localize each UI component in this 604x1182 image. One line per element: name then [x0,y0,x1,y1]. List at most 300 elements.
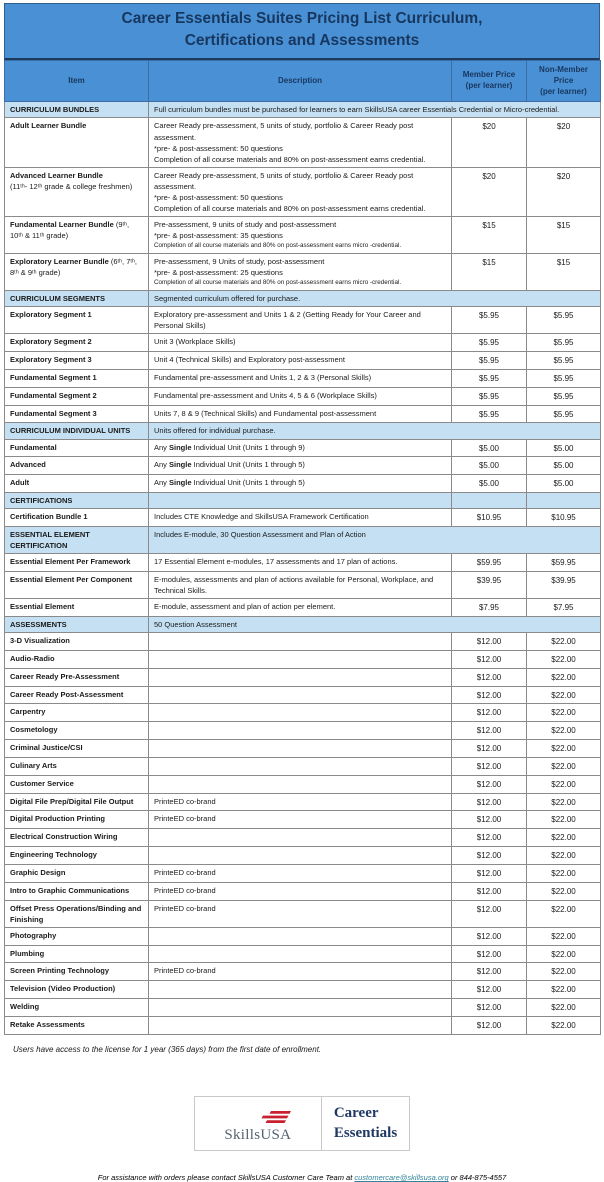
member-price-cell [452,493,527,509]
description-cell [149,981,452,999]
member-price-cell: $12.00 [452,668,527,686]
description-cell [149,793,452,811]
member-price-cell: $5.95 [452,352,527,370]
table-row [5,722,601,740]
table-row [5,668,601,686]
member-price-cell: $12.00 [452,650,527,668]
description-cell [149,291,601,307]
item-label: Retake Assessments [10,1019,85,1029]
description-cell [149,405,452,423]
non-member-price-cell: $15 [527,254,601,291]
item-label: Fundamental Segment 1 [10,372,97,382]
non-member-price-sublabel: (per learner) [540,86,587,96]
description-cell [149,963,452,981]
table-row [5,475,601,493]
description-cell [149,775,452,793]
pricing-table-header [5,60,601,101]
member-price-cell: $12.00 [452,704,527,722]
header-row [5,60,601,101]
item-cell [5,307,149,334]
table-row [5,704,601,722]
description-line: Pre-assessment, 9 Units of study, post-assessment [154,257,325,267]
table-row [5,847,601,865]
description-line: Completion of all course materials and 80% on post-assessment earns credential. [154,204,426,214]
non-member-price-cell: $20 [527,118,601,167]
item-label: Customer Service [10,778,74,788]
description-cell [149,118,452,167]
section-row [5,291,601,307]
non-member-price-cell: $5.95 [527,307,601,334]
table-row [5,775,601,793]
description-cell [149,900,452,927]
description-line: Pre-assessment, 9 units of study and post-assessment [154,220,337,230]
career-essentials-wordmark [322,1097,409,1151]
description-line: *pre- & post-assessment: 50 questions [154,192,283,202]
item-cell [5,999,149,1017]
item-label: Career Ready Post-Assessment [10,689,124,699]
member-price-cell: $5.00 [452,475,527,493]
member-price-cell: $15 [452,254,527,291]
description-line: PrinteED co-brand [154,796,216,806]
item-cell [5,740,149,758]
item-label: Criminal Justice/CSI [10,743,83,753]
description-cell [149,475,452,493]
table-row [5,1016,601,1034]
table-row [5,811,601,829]
non-member-price-cell: $5.00 [527,439,601,457]
non-member-price-cell: $22.00 [527,927,601,945]
item-cell [5,509,149,527]
non-member-price-cell: $22.00 [527,882,601,900]
table-row [5,740,601,758]
non-member-price-cell: $5.95 [527,352,601,370]
non-member-price-cell: $39.95 [527,571,601,598]
member-price-cell: $5.00 [452,457,527,475]
description-line: Career Ready pre-assessment, 5 units of study, portfolio & Career Ready post assessment. [154,170,414,191]
section-row [5,493,601,509]
description-cell [149,633,452,651]
description-line: Career Ready pre-assessment, 5 units of study, portfolio & Career Ready post assessment. [154,121,414,142]
item-cell [5,633,149,651]
item-cell [5,722,149,740]
description-line: Completion of all course materials and 80% on post-assessment earns micro -credential. [154,242,402,250]
section-row [5,102,601,118]
item-cell [5,668,149,686]
table-row [5,963,601,981]
member-price-cell: $12.00 [452,882,527,900]
item-label: Culinary Arts [10,760,57,770]
member-price-cell: $12.00 [452,686,527,704]
table-row [5,882,601,900]
item-label: Fundamental Segment 2 [10,390,97,400]
column-header-item: Item [5,60,149,101]
member-price-cell: $12.00 [452,811,527,829]
description-cell [149,102,601,118]
item-cell [5,704,149,722]
description-cell [149,334,452,352]
table-row [5,945,601,963]
item-cell [5,405,149,423]
member-price-cell: $12.00 [452,829,527,847]
item-label: Fundamental Segment 3 [10,408,97,418]
item-cell [5,811,149,829]
item-label: Certification Bundle 1 [10,512,88,522]
member-price-cell: $7.95 [452,599,527,617]
non-member-price-cell: $5.95 [527,405,601,423]
item-label: Digital Production Printing [10,814,105,824]
item-cell [5,829,149,847]
item-cell [5,775,149,793]
description-cell [149,668,452,686]
description-cell [149,847,452,865]
pricing-table-body [5,102,601,1034]
description-cell [149,571,452,598]
member-price-cell: $12.00 [452,793,527,811]
skillsusa-wordmark: SkillsUSA [224,1126,292,1143]
table-row [5,167,601,216]
table-row [5,686,601,704]
page-title [4,3,600,60]
non-member-price-cell: $22.00 [527,704,601,722]
non-member-price-cell: $5.95 [527,334,601,352]
table-row [5,864,601,882]
description-line: *pre- & post-assessment: 25 questions [154,268,283,278]
description-cell [149,882,452,900]
description-cell [149,650,452,668]
member-price-cell: $12.00 [452,900,527,927]
table-row [5,829,601,847]
description-line: PrinteED co-brand [154,814,216,824]
description-line: Fundamental pre-assessment and Units 4, 5 & 6 (Workplace Skills) [154,390,377,400]
member-price-cell: $59.95 [452,554,527,572]
license-footnote: Users have access to the license for 1 year (365 days) from the first date of enrollment. [13,1044,322,1054]
item-label: CERTIFICATIONS [10,496,73,506]
description-cell [149,704,452,722]
item-label: Digital File Prep/Digital File Output [10,796,134,806]
description-cell [149,945,452,963]
item-label: Graphic Design [10,867,66,877]
description-cell [149,493,452,509]
logo-block [4,1096,600,1152]
description-line: Units 7, 8 & 9 (Technical Skills) and Fundamental post-assessment [154,408,377,418]
table-row [5,757,601,775]
description-cell [149,526,601,553]
member-price-cell: $12.00 [452,847,527,865]
item-label: ASSESSMENTS [10,620,67,629]
item-cell [5,118,149,167]
member-price-cell: $12.00 [452,945,527,963]
column-header-description: Description [149,60,452,101]
item-label: Exploratory Segment 3 [10,355,92,365]
item-cell [5,254,149,291]
description-line: *pre- & post-assessment: 35 questions [154,231,283,241]
non-member-price-cell: $22.00 [527,668,601,686]
item-label: Photography [10,930,57,940]
description-line: Unit 3 (Workplace Skills) [154,337,236,347]
table-row [5,793,601,811]
non-member-price-cell: $22.00 [527,793,601,811]
non-member-price-cell: $22.00 [527,864,601,882]
item-cell [5,291,149,307]
item-label: Adult Learner Bundle [10,121,87,131]
item-label: Exploratory Learner Bundle [10,257,109,267]
skillsusa-flag-icon [251,1111,293,1126]
non-member-price-cell: $22.00 [527,740,601,758]
description-line: Includes CTE Knowledge and SkillsUSA Framework Certification [154,512,369,522]
description-cell [149,927,452,945]
item-sublabel: (11ᵗʰ- 12ᵗʰ grade & college freshmen) [10,181,133,191]
item-label: Advanced [10,460,46,470]
description-line: E-module, assessment and plan of action per element. [154,602,336,612]
item-label: Essential Element Per Component [10,574,133,584]
member-price-cell: $20 [452,118,527,167]
footer-text-after: or 844-875-4557 [448,1173,507,1182]
item-cell [5,493,149,509]
item-cell [5,369,149,387]
description-cell [149,167,452,216]
pricing-table [4,60,601,1035]
item-label: Electrical Construction Wiring [10,832,118,842]
description-line: Completion of all course materials and 80% on post-assessment earns credential. [154,154,426,164]
career-essentials-line1: Career [333,1104,379,1121]
table-row [5,439,601,457]
item-label: CURRICULUM SEGMENTS [10,294,105,304]
member-price-cell: $5.95 [452,405,527,423]
description-cell [149,829,452,847]
item-cell [5,864,149,882]
page-title-line1: Career Essentials Suites Pricing List Curriculum, [121,10,483,27]
item-label: ESSENTIAL ELEMENT CERTIFICATION [10,529,90,551]
item-label: Essential Element Per Framework [10,557,131,567]
member-price-cell: $10.95 [452,509,527,527]
description-line: Any Single Individual Unit (Units 1 through 5) [154,460,305,470]
item-cell [5,793,149,811]
non-member-price-cell: $22.00 [527,945,601,963]
item-cell [5,927,149,945]
description-cell [149,423,601,439]
non-member-price-cell: $22.00 [527,847,601,865]
item-sublabel: (9ᵗʰ, 10ᵗʰ & 11ᵗʰ grade) [10,220,130,241]
table-row [5,217,601,254]
non-member-price-cell: $22.00 [527,829,601,847]
member-price-label: Member Price [462,70,516,80]
non-member-price-label: Non-Member Price [539,64,588,85]
description-cell [149,509,452,527]
description-line: PrinteED co-brand [154,885,216,895]
description-cell [149,864,452,882]
member-price-cell: $5.00 [452,439,527,457]
table-row [5,457,601,475]
description-cell [149,757,452,775]
non-member-price-cell: $22.00 [527,650,601,668]
career-essentials-line2: Essentials [333,1124,398,1141]
table-row [5,352,601,370]
description-line: Full curriculum bundles must be purchased for learners to earn SkillsUSA career Essentials Credential or Micro-credential. [154,105,560,115]
description-line: PrinteED co-brand [154,867,216,877]
description-cell [149,1016,452,1034]
item-cell [5,945,149,963]
table-row [5,900,601,927]
item-cell [5,686,149,704]
item-label: Carpentry [10,707,46,717]
item-label: Adult [10,478,30,488]
item-label: Fundamental Learner Bundle [10,220,114,230]
non-member-price-cell: $22.00 [527,775,601,793]
footer-text-before: For assistance with orders please contact SkillsUSA Customer Care Team at [97,1173,355,1182]
column-header-member-price [452,60,527,101]
item-label: Fundamental [10,442,57,452]
table-row [5,599,601,617]
member-price-cell: $5.95 [452,369,527,387]
member-price-cell: $12.00 [452,740,527,758]
member-price-cell: $12.00 [452,981,527,999]
table-row [5,387,601,405]
non-member-price-cell: $5.95 [527,369,601,387]
item-cell [5,352,149,370]
skillsusa-career-essentials-logo [194,1096,410,1152]
non-member-price-cell: $22.00 [527,900,601,927]
description-line: Any Single Individual Unit (Units 1 through 5) [154,478,305,488]
assistance-footer [4,1173,600,1182]
table-row [5,369,601,387]
table-row [5,118,601,167]
non-member-price-cell: $22.00 [527,963,601,981]
description-cell [149,554,452,572]
table-row [5,554,601,572]
item-cell [5,571,149,598]
member-price-cell: $39.95 [452,571,527,598]
table-row [5,999,601,1017]
description-line: Segmented curriculum offered for purchase. [154,294,301,304]
non-member-price-cell: $7.95 [527,599,601,617]
member-price-cell: $20 [452,167,527,216]
description-line: E-modules, assessments and plan of actions available for Personal, Workplace, and Technical Skills. [154,574,434,596]
description-cell [149,387,452,405]
customer-care-email-link[interactable]: customercare@skillsusa.org [354,1173,449,1182]
description-line: Fundamental pre-assessment and Units 1, 2 & 3 (Personal Skills) [154,372,372,382]
item-label: Exploratory Segment 1 [10,310,92,320]
non-member-price-cell: $22.00 [527,981,601,999]
item-cell [5,167,149,216]
table-row [5,650,601,668]
table-row [5,307,601,334]
non-member-price-cell: $15 [527,217,601,254]
non-member-price-cell: $20 [527,167,601,216]
item-cell [5,217,149,254]
non-member-price-cell: $22.00 [527,757,601,775]
description-line: 50 Question Assessment [154,620,237,629]
description-cell [149,369,452,387]
non-member-price-cell: $22.00 [527,811,601,829]
member-price-cell: $12.00 [452,775,527,793]
item-cell [5,475,149,493]
section-row [5,617,601,633]
description-line: 17 Essential Element e-modules, 17 assessments and 17 plan of actions. [154,557,398,567]
member-price-cell: $12.00 [452,864,527,882]
member-price-cell: $12.00 [452,927,527,945]
table-row [5,334,601,352]
member-price-cell: $12.00 [452,963,527,981]
description-cell [149,811,452,829]
item-label: Exploratory Segment 2 [10,337,92,347]
item-cell [5,334,149,352]
item-cell [5,554,149,572]
table-row [5,509,601,527]
member-price-sublabel: (per learner) [465,81,513,91]
item-label: Offset Press Operations/Binding and Finishing [10,903,142,924]
item-cell [5,981,149,999]
item-cell [5,526,149,553]
item-label: Cosmetology [10,725,58,735]
item-cell [5,963,149,981]
member-price-cell: $12.00 [452,757,527,775]
non-member-price-cell [527,493,601,509]
description-cell [149,740,452,758]
description-cell [149,439,452,457]
description-line: PrinteED co-brand [154,966,216,976]
description-line: PrinteED co-brand [154,903,216,913]
item-cell [5,423,149,439]
member-price-cell: $12.00 [452,1016,527,1034]
item-label: Welding [10,1002,40,1012]
non-member-price-cell: $5.00 [527,475,601,493]
item-cell [5,847,149,865]
description-line: Units offered for individual purchase. [154,426,276,436]
item-cell [5,457,149,475]
non-member-price-cell: $22.00 [527,633,601,651]
non-member-price-cell: $10.95 [527,509,601,527]
member-price-cell: $12.00 [452,633,527,651]
item-label: Audio-Radio [10,653,55,663]
item-label: Screen Printing Technology [10,966,110,976]
description-line: Exploratory pre-assessment and Units 1 & 2 (Getting Ready for Your Career and Personal Skills) [154,310,421,331]
non-member-price-cell: $22.00 [527,722,601,740]
description-cell [149,352,452,370]
item-label: Engineering Technology [10,850,97,860]
description-cell [149,599,452,617]
page-title-line2: Certifications and Assessments [184,32,420,50]
non-member-price-cell: $5.00 [527,457,601,475]
description-cell [149,999,452,1017]
description-line: Completion of all course materials and 80% on post-assessment earns micro -credential. [154,279,402,287]
item-label: CURRICULUM INDIVIDUAL UNITS [10,426,131,436]
item-label: 3-D Visualization [10,636,70,646]
table-row [5,633,601,651]
item-cell [5,650,149,668]
column-header-non-member-price [527,60,601,101]
member-price-cell: $12.00 [452,999,527,1017]
item-cell [5,102,149,118]
table-row [5,254,601,291]
description-cell [149,686,452,704]
item-cell [5,900,149,927]
member-price-cell: $5.95 [452,307,527,334]
item-label: Essential Element [10,602,75,612]
section-row [5,526,601,553]
item-label: Career Ready Pre-Assessment [10,671,120,681]
non-member-price-cell: $22.00 [527,686,601,704]
non-member-price-cell: $5.95 [527,387,601,405]
description-cell [149,307,452,334]
table-row [5,981,601,999]
member-price-cell: $15 [452,217,527,254]
table-row [5,927,601,945]
non-member-price-cell: $22.00 [527,1016,601,1034]
item-cell [5,617,149,633]
skillsusa-logo-panel [195,1097,322,1151]
non-member-price-cell: $22.00 [527,999,601,1017]
item-label: Intro to Graphic Communications [10,885,130,895]
